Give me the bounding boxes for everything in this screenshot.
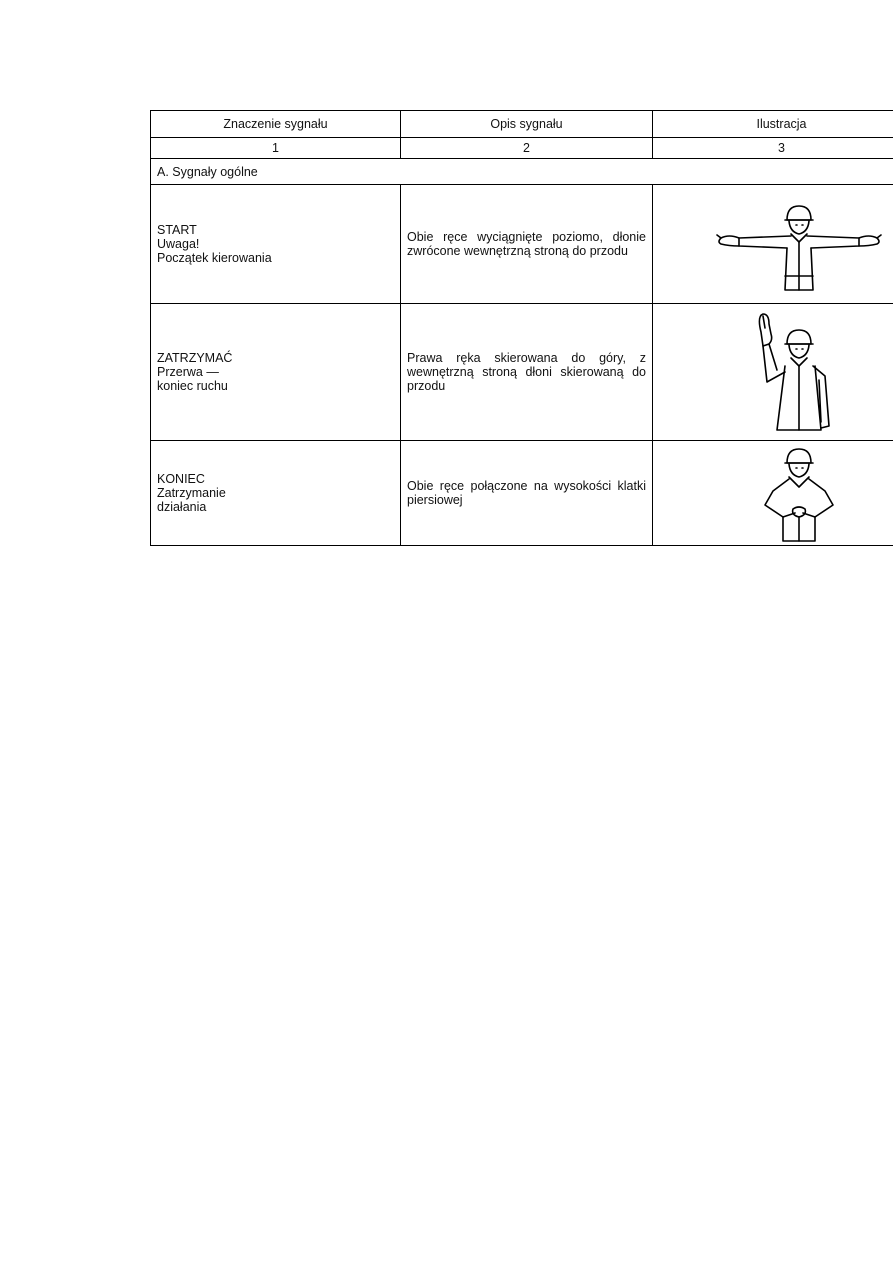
illustration-cell <box>653 185 893 304</box>
section-title: A. Sygnały ogólne <box>151 159 893 185</box>
table-row <box>151 304 893 441</box>
signal-description: Obie ręce wyciągnięte poziomo, dłonie zwrócone wewnętrzną stroną do przodu <box>401 185 653 304</box>
hands-clasped-figure-icon <box>699 443 893 543</box>
signal-name: START <box>157 223 197 237</box>
header-row <box>151 111 893 138</box>
signals-table <box>150 110 893 546</box>
header-meaning: Znaczenie sygnału <box>151 111 401 138</box>
signal-name-cell <box>151 304 401 441</box>
table-row <box>151 185 893 304</box>
signal-description: Prawa ręka skierowana do góry, z wewnętrzną stroną dłoni skierowaną do przodu <box>401 304 653 441</box>
signal-name-cell <box>151 441 401 546</box>
section-row <box>151 159 893 185</box>
header-description: Opis sygnału <box>401 111 653 138</box>
table-row <box>151 441 893 546</box>
illustration-cell <box>653 441 893 546</box>
signal-name: ZATRZYMAĆ <box>157 351 233 365</box>
signal-subtitle: działania <box>157 500 207 514</box>
illustration-cell <box>653 304 893 441</box>
signal-name-cell <box>151 185 401 304</box>
arms-outstretched-figure-icon <box>699 194 893 294</box>
signal-description: Obie ręce połączone na wysokości klatki piersiowej <box>401 441 653 546</box>
column-number: 3 <box>653 138 893 159</box>
signal-name: KONIEC <box>157 472 205 486</box>
column-number: 2 <box>401 138 653 159</box>
signal-subtitle: Uwaga! <box>157 237 200 251</box>
header-illustration: Ilustracja <box>653 111 893 138</box>
signal-subtitle: Początek kierowania <box>157 251 272 265</box>
raised-hand-figure-icon <box>699 310 893 434</box>
column-number: 1 <box>151 138 401 159</box>
column-number-row <box>151 138 893 159</box>
signal-subtitle: Zatrzymanie <box>157 486 226 500</box>
signal-subtitle: Przerwa — <box>157 365 219 379</box>
signal-subtitle: koniec ruchu <box>157 379 228 393</box>
